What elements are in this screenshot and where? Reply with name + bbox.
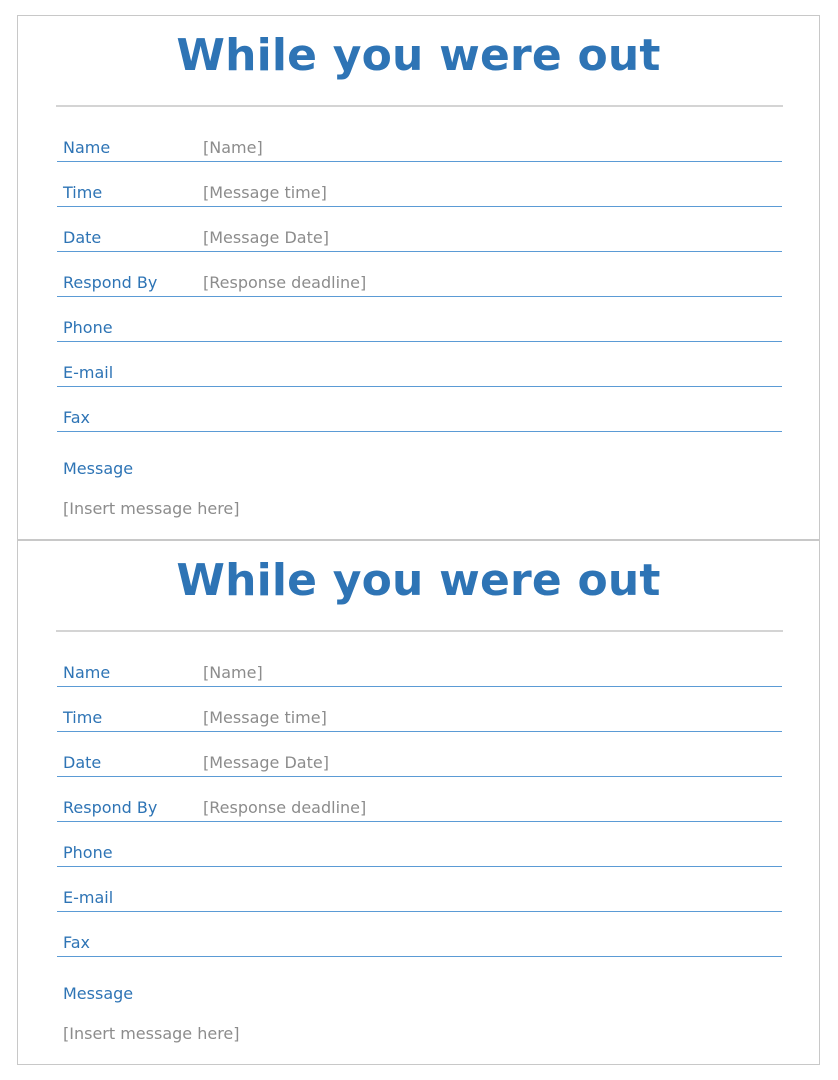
email-row (57, 342, 782, 387)
fax-label: Fax (63, 408, 91, 427)
email-label: E-mail (63, 888, 114, 907)
respond-by-field[interactable]: [Response deadline] (203, 798, 367, 817)
message-card (17, 540, 820, 1065)
date-field[interactable]: [Message Date] (203, 228, 329, 247)
respond-by-row (57, 252, 782, 297)
card-title: While you were out (176, 555, 661, 606)
email-label: E-mail (63, 363, 114, 382)
fax-label: Fax (63, 933, 91, 952)
date-field[interactable]: [Message Date] (203, 753, 329, 772)
name-row (57, 642, 782, 687)
respond-by-row (57, 777, 782, 822)
phone-row (57, 822, 782, 867)
message-label: Message (63, 459, 134, 478)
time-label: Time (63, 183, 103, 202)
field-list (57, 117, 782, 432)
title-divider (56, 630, 783, 632)
time-field[interactable]: [Message time] (203, 183, 327, 202)
fax-row (57, 912, 782, 957)
name-label: Name (63, 138, 111, 157)
title-divider (56, 105, 783, 107)
respond-by-label: Respond By (63, 273, 158, 292)
phone-row (57, 297, 782, 342)
time-field[interactable]: [Message time] (203, 708, 327, 727)
phone-label: Phone (63, 318, 113, 337)
fax-row (57, 387, 782, 432)
message-field[interactable]: [Insert message here] (63, 1024, 240, 1043)
phone-label: Phone (63, 843, 113, 862)
name-row (57, 117, 782, 162)
message-card (17, 15, 820, 540)
time-label: Time (63, 708, 103, 727)
field-list (57, 642, 782, 957)
card-title: While you were out (176, 30, 661, 81)
message-label: Message (63, 984, 134, 1003)
respond-by-field[interactable]: [Response deadline] (203, 273, 367, 292)
date-row (57, 732, 782, 777)
email-row (57, 867, 782, 912)
date-label: Date (63, 228, 102, 247)
respond-by-label: Respond By (63, 798, 158, 817)
time-row (57, 687, 782, 732)
message-field[interactable]: [Insert message here] (63, 499, 240, 518)
name-label: Name (63, 663, 111, 682)
name-field[interactable]: [Name] (203, 138, 263, 157)
name-field[interactable]: [Name] (203, 663, 263, 682)
date-row (57, 207, 782, 252)
time-row (57, 162, 782, 207)
date-label: Date (63, 753, 102, 772)
